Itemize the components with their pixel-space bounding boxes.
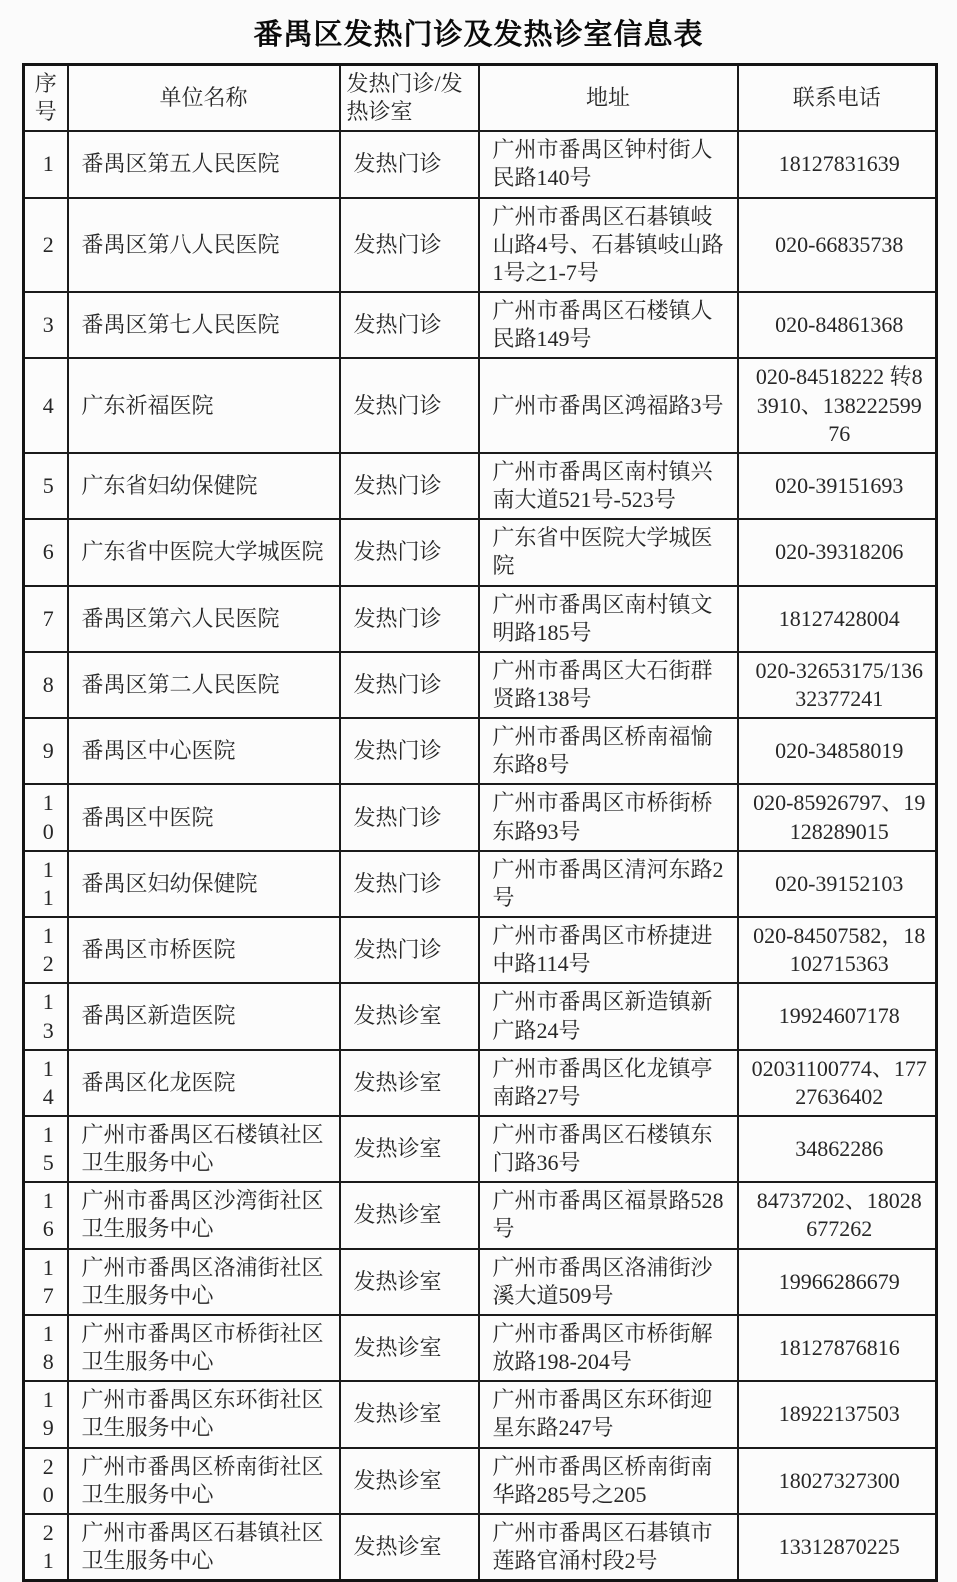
clinic-type: 发热门诊 — [340, 131, 479, 197]
address: 广东省中医院大学城医院 — [479, 519, 738, 585]
table-row — [24, 718, 937, 784]
table-row — [24, 131, 937, 197]
table-row — [24, 851, 937, 917]
column-header-clinic-type: 发热门诊/发热诊室 — [340, 65, 479, 132]
table-row — [24, 1514, 937, 1581]
row-serial-number: 4 — [24, 358, 68, 452]
phone-number: 020-84507582，18102715363 — [738, 917, 937, 983]
clinic-type: 发热诊室 — [340, 1050, 479, 1116]
row-serial-number: 18 — [24, 1315, 68, 1381]
phone-number: 020-39152103 — [738, 851, 937, 917]
phone-number: 020-84861368 — [738, 292, 937, 358]
unit-name: 番禺区第七人民医院 — [68, 292, 340, 358]
row-serial-number: 10 — [24, 784, 68, 850]
unit-name: 番禺区新造医院 — [68, 983, 340, 1049]
row-serial-number: 21 — [24, 1514, 68, 1581]
clinic-type: 发热门诊 — [340, 453, 479, 519]
unit-name: 广州市番禺区洛浦街社区卫生服务中心 — [68, 1249, 340, 1315]
clinic-type: 发热门诊 — [340, 198, 479, 292]
row-serial-number: 2 — [24, 198, 68, 292]
unit-name: 广州市番禺区沙湾街社区卫生服务中心 — [68, 1182, 340, 1248]
fever-clinic-table — [22, 63, 938, 1582]
address: 广州市番禺区桥南街南华路285号之205 — [479, 1448, 738, 1514]
row-serial-number: 13 — [24, 983, 68, 1049]
row-serial-number: 16 — [24, 1182, 68, 1248]
address: 广州市番禺区石楼镇东门路36号 — [479, 1116, 738, 1182]
clinic-type: 发热诊室 — [340, 1448, 479, 1514]
clinic-type: 发热门诊 — [340, 292, 479, 358]
table-row — [24, 1315, 937, 1381]
table-row — [24, 1381, 937, 1447]
unit-name: 番禺区妇幼保健院 — [68, 851, 340, 917]
address: 广州市番禺区南村镇兴南大道521号-523号 — [479, 453, 738, 519]
phone-number: 34862286 — [738, 1116, 937, 1182]
clinic-type: 发热诊室 — [340, 983, 479, 1049]
unit-name: 广州市番禺区桥南街社区卫生服务中心 — [68, 1448, 340, 1514]
unit-name: 广州市番禺区市桥街社区卫生服务中心 — [68, 1315, 340, 1381]
clinic-type: 发热诊室 — [340, 1116, 479, 1182]
address: 广州市番禺区市桥捷进中路114号 — [479, 917, 738, 983]
address: 广州市番禺区大石街群贤路138号 — [479, 652, 738, 718]
row-serial-number: 7 — [24, 586, 68, 652]
unit-name: 番禺区中心医院 — [68, 718, 340, 784]
unit-name: 番禺区第五人民医院 — [68, 131, 340, 197]
unit-name: 广州市番禺区石楼镇社区卫生服务中心 — [68, 1116, 340, 1182]
page-title: 番禺区发热门诊及发热诊室信息表 — [253, 19, 704, 51]
unit-name: 番禺区市桥医院 — [68, 917, 340, 983]
table-row — [24, 519, 937, 585]
address: 广州市番禺区清河东路2号 — [479, 851, 738, 917]
column-header-address: 地址 — [479, 65, 738, 132]
unit-name: 广州市番禺区石碁镇社区卫生服务中心 — [68, 1514, 340, 1581]
unit-name: 番禺区中医院 — [68, 784, 340, 850]
address: 广州市番禺区桥南福愉东路8号 — [479, 718, 738, 784]
table-row — [24, 358, 937, 452]
phone-number: 13312870225 — [738, 1514, 937, 1581]
column-header-serial-number: 序号 — [24, 65, 68, 132]
clinic-type: 发热门诊 — [340, 652, 479, 718]
phone-number: 020-39318206 — [738, 519, 937, 585]
address: 广州市番禺区石碁镇市莲路官涌村段2号 — [479, 1514, 738, 1581]
phone-number: 020-34858019 — [738, 718, 937, 784]
unit-name: 广州市番禺区东环街社区卫生服务中心 — [68, 1381, 340, 1447]
phone-number: 020-39151693 — [738, 453, 937, 519]
clinic-type: 发热诊室 — [340, 1182, 479, 1248]
table-header-row — [24, 65, 937, 132]
address: 广州市番禺区市桥街桥东路93号 — [479, 784, 738, 850]
phone-number: 18027327300 — [738, 1448, 937, 1514]
phone-number: 18127428004 — [738, 586, 937, 652]
row-serial-number: 5 — [24, 453, 68, 519]
clinic-type: 发热门诊 — [340, 718, 479, 784]
address: 广州市番禺区化龙镇亭南路27号 — [479, 1050, 738, 1116]
table-row — [24, 1249, 937, 1315]
address: 广州市番禺区洛浦街沙溪大道509号 — [479, 1249, 738, 1315]
row-serial-number: 8 — [24, 652, 68, 718]
row-serial-number: 14 — [24, 1050, 68, 1116]
phone-number: 020-32653175/13632377241 — [738, 652, 937, 718]
address: 广州市番禺区新造镇新广路24号 — [479, 983, 738, 1049]
unit-name: 番禺区化龙医院 — [68, 1050, 340, 1116]
column-header-phone: 联系电话 — [738, 65, 937, 132]
clinic-type: 发热诊室 — [340, 1249, 479, 1315]
phone-number: 020-85926797、19128289015 — [738, 784, 937, 850]
clinic-type: 发热门诊 — [340, 917, 479, 983]
address: 广州市番禺区钟村街人民路140号 — [479, 131, 738, 197]
phone-number: 18922137503 — [738, 1381, 937, 1447]
table-row — [24, 453, 937, 519]
table-row — [24, 652, 937, 718]
clinic-type: 发热诊室 — [340, 1315, 479, 1381]
address: 广州市番禺区南村镇文明路185号 — [479, 586, 738, 652]
phone-number: 19924607178 — [738, 983, 937, 1049]
row-serial-number: 12 — [24, 917, 68, 983]
unit-name: 番禺区第六人民医院 — [68, 586, 340, 652]
row-serial-number: 19 — [24, 1381, 68, 1447]
clinic-type: 发热门诊 — [340, 784, 479, 850]
table-row — [24, 1050, 937, 1116]
unit-name: 广东祈福医院 — [68, 358, 340, 452]
phone-number: 02031100774、17727636402 — [738, 1050, 937, 1116]
phone-number: 020-66835738 — [738, 198, 937, 292]
row-serial-number: 20 — [24, 1448, 68, 1514]
row-serial-number: 6 — [24, 519, 68, 585]
table-row — [24, 1116, 937, 1182]
table-row — [24, 983, 937, 1049]
clinic-type: 发热门诊 — [340, 851, 479, 917]
clinic-type: 发热门诊 — [340, 586, 479, 652]
table-row — [24, 198, 937, 292]
unit-name: 广东省妇幼保健院 — [68, 453, 340, 519]
address: 广州市番禺区石楼镇人民路149号 — [479, 292, 738, 358]
clinic-type: 发热诊室 — [340, 1381, 479, 1447]
unit-name: 番禺区第八人民医院 — [68, 198, 340, 292]
table-row — [24, 292, 937, 358]
phone-number: 19966286679 — [738, 1249, 937, 1315]
row-serial-number: 1 — [24, 131, 68, 197]
address: 广州市番禺区福景路528号 — [479, 1182, 738, 1248]
phone-number: 18127831639 — [738, 131, 937, 197]
phone-number: 84737202、18028677262 — [738, 1182, 937, 1248]
clinic-type: 发热门诊 — [340, 358, 479, 452]
column-header-unit-name: 单位名称 — [68, 65, 340, 132]
phone-number: 18127876816 — [738, 1315, 937, 1381]
clinic-type: 发热诊室 — [340, 1514, 479, 1581]
table-row — [24, 784, 937, 850]
row-serial-number: 9 — [24, 718, 68, 784]
row-serial-number: 11 — [24, 851, 68, 917]
row-serial-number: 17 — [24, 1249, 68, 1315]
table-row — [24, 586, 937, 652]
row-serial-number: 15 — [24, 1116, 68, 1182]
address: 广州市番禺区市桥街解放路198-204号 — [479, 1315, 738, 1381]
table-row — [24, 1182, 937, 1248]
unit-name: 广东省中医院大学城医院 — [68, 519, 340, 585]
phone-number: 020-84518222 转83910、13822259976 — [738, 358, 937, 452]
row-serial-number: 3 — [24, 292, 68, 358]
address: 广州市番禺区石碁镇岐山路4号、石碁镇岐山路1号之1-7号 — [479, 198, 738, 292]
table-row — [24, 1448, 937, 1514]
table-row — [24, 917, 937, 983]
address: 广州市番禺区鸿福路3号 — [479, 358, 738, 452]
unit-name: 番禺区第二人民医院 — [68, 652, 340, 718]
address: 广州市番禺区东环街迎星东路247号 — [479, 1381, 738, 1447]
clinic-type: 发热门诊 — [340, 519, 479, 585]
